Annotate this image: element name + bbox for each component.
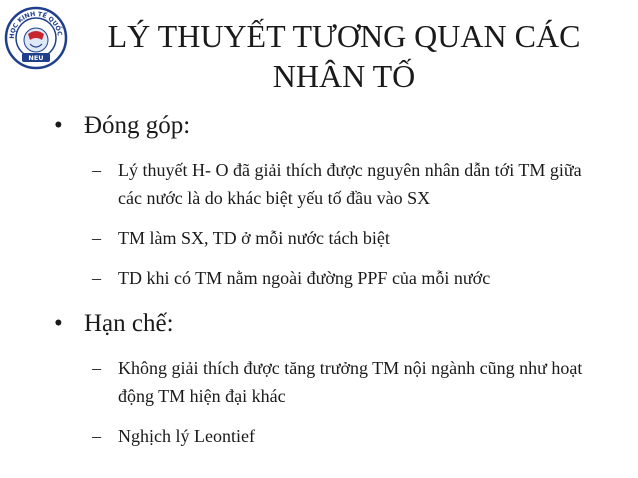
dash-icon: – (92, 160, 101, 180)
bullet-label: Hạn chế: (84, 310, 174, 337)
bullet-limitations (0, 308, 638, 340)
dash-icon: – (92, 228, 101, 248)
title-line-1: LÝ THUYẾT TƯƠNG QUAN CÁC (107, 18, 581, 54)
svg-text:NEU: NEU (28, 54, 44, 62)
svg-text:ĐẠI HỌC KINH TẾ QUỐC DÂN: HỌC KINH TẾ QUỐC (8, 10, 63, 40)
dash-icon: – (92, 426, 101, 446)
sub-item (0, 354, 638, 410)
sub-item (0, 422, 638, 450)
sub-item-text: Nghịch lý Leontief (118, 426, 255, 446)
slide-title (70, 16, 618, 96)
sub-item-text: TM làm SX, TD ở mỗi nước tách biệt (118, 228, 390, 248)
slide-content (0, 110, 638, 450)
bullet-contributions (0, 110, 638, 142)
university-seal-icon (4, 6, 68, 70)
bullet-icon: • (54, 310, 63, 337)
bullet-label: Đóng góp: (84, 112, 191, 139)
dash-icon: – (92, 358, 101, 378)
sub-item (0, 156, 638, 212)
bullet-icon: • (54, 112, 63, 139)
sub-item-text: TD khi có TM nằm ngoài đường PPF của mỗi nước (118, 268, 491, 288)
title-line-2: NHÂN TỐ (272, 58, 416, 94)
sub-item-text: Lý thuyết H- O đã giải thích được nguyên nhân dẫn tới TM giữa các nước là do khác biệt yếu tố đầu vào SX (118, 160, 582, 208)
sub-item (0, 224, 638, 252)
sub-item (0, 264, 638, 292)
university-logo (4, 6, 68, 70)
sub-item-text: Không giải thích được tăng trưởng TM nội ngành cũng như hoạt động TM hiện đại khác (118, 358, 583, 406)
dash-icon: – (92, 268, 101, 288)
